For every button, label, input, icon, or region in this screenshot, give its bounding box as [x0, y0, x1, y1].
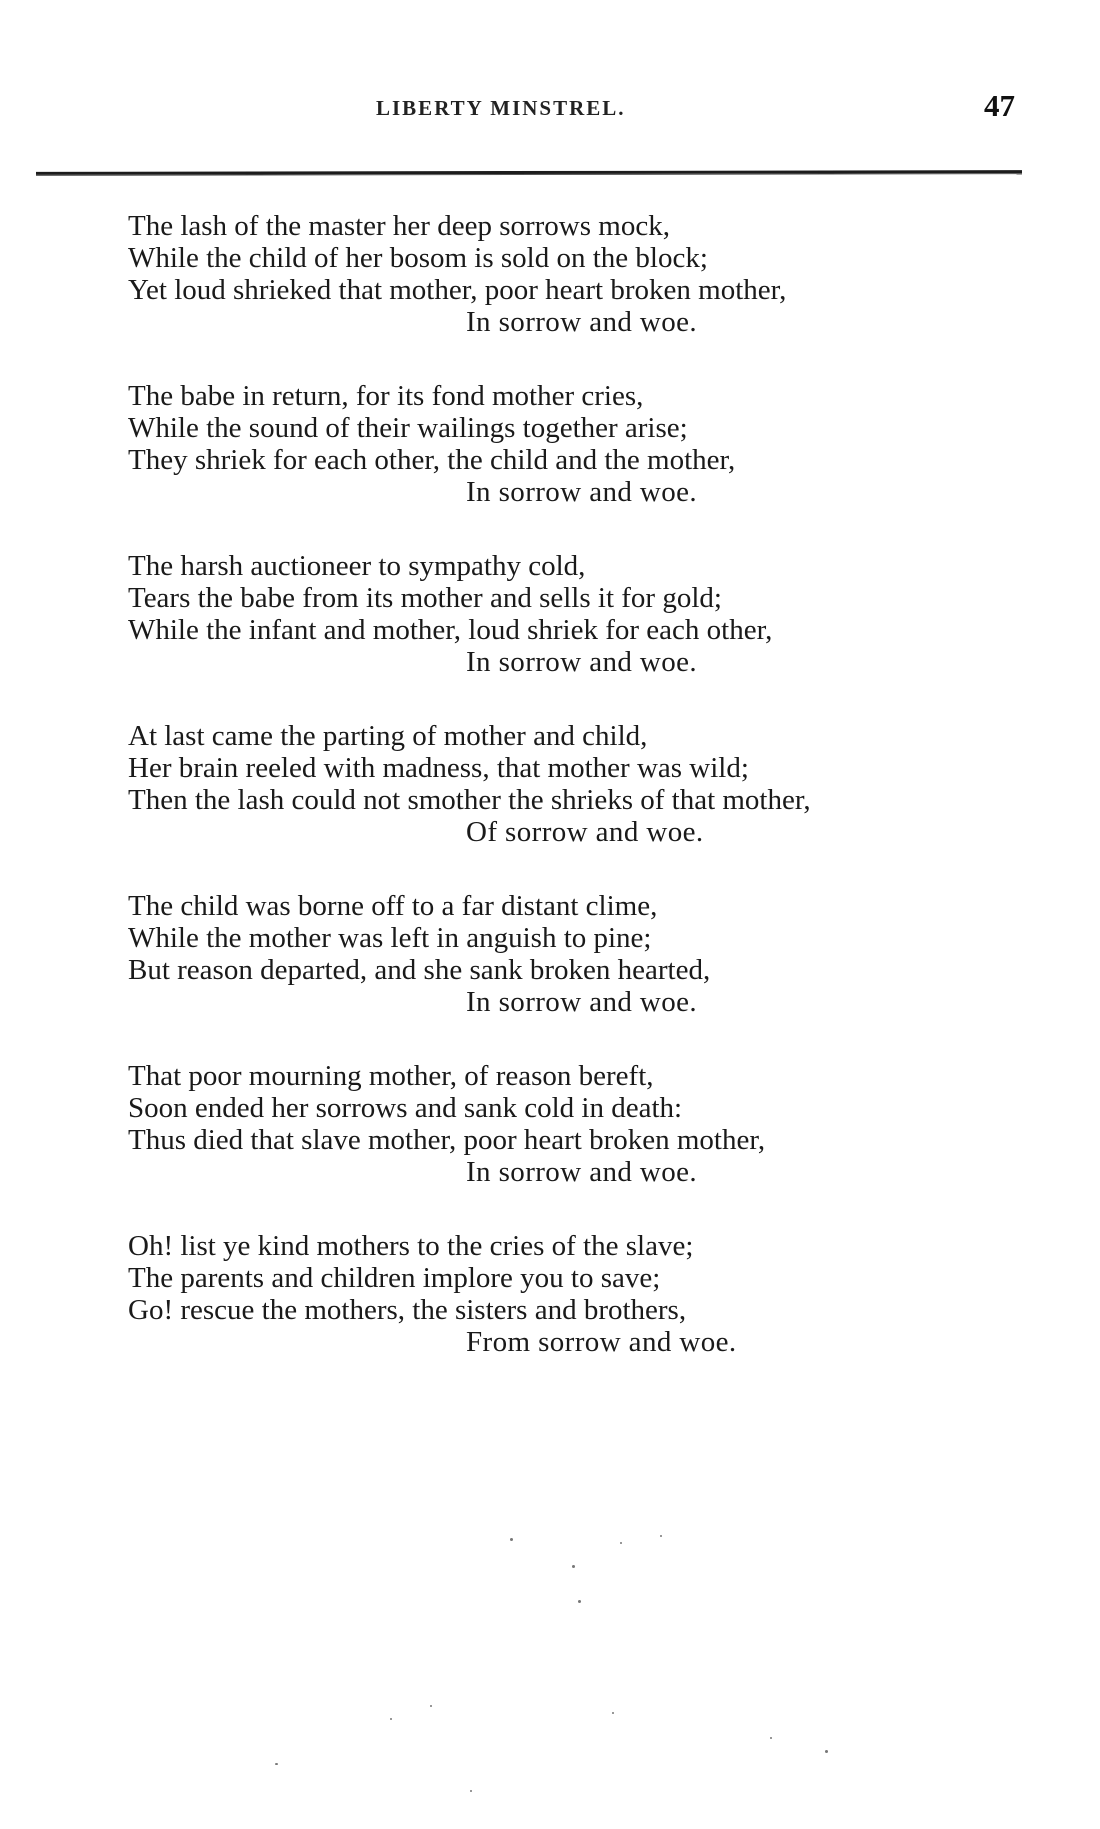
poem-line: The parents and children implore you to save; [128, 1262, 661, 1294]
poem-line: Tears the babe from its mother and sells it for gold; [128, 582, 722, 614]
stanza [128, 380, 1028, 550]
refrain-line: In sorrow and woe. [466, 646, 698, 678]
poem-line: The babe in return, for its fond mother cries, [128, 380, 644, 412]
speck [275, 1763, 278, 1765]
speck [770, 1737, 772, 1739]
poem-line: But reason departed, and she sank broken hearted, [128, 954, 711, 986]
header-rule [36, 170, 1022, 176]
poem-line: Go! rescue the mothers, the sisters and brothers, [128, 1294, 687, 1326]
stanza [128, 1060, 1028, 1230]
poem-line: The child was borne off to a far distant clime, [128, 890, 658, 922]
poem-line: Thus died that slave mother, poor heart broken mother, [128, 1124, 766, 1156]
speck [430, 1705, 432, 1707]
stanza [128, 1230, 1028, 1400]
stanza [128, 550, 1028, 720]
speck [572, 1565, 575, 1568]
poem-line: Oh! list ye kind mothers to the cries of the slave; [128, 1230, 694, 1262]
stanza [128, 890, 1028, 1060]
running-head [0, 88, 1100, 126]
poem-line: While the child of her bosom is sold on the block; [128, 242, 708, 274]
running-title: LIBERTY MINSTREL. [376, 96, 626, 120]
refrain-line: Of sorrow and woe. [466, 816, 704, 848]
poem-line: The harsh auctioneer to sympathy cold, [128, 550, 586, 582]
refrain-line: From sorrow and woe. [466, 1326, 737, 1358]
poem-line: They shriek for each other, the child and the mother, [128, 444, 736, 476]
speck [660, 1535, 662, 1537]
poem-line: While the sound of their wailings together arise; [128, 412, 688, 444]
refrain-line: In sorrow and woe. [466, 306, 698, 338]
speck [612, 1712, 614, 1714]
speck [470, 1790, 472, 1792]
poem-line: That poor mourning mother, of reason bereft, [128, 1060, 654, 1092]
poem-line: Soon ended her sorrows and sank cold in death: [128, 1092, 683, 1124]
refrain-line: In sorrow and woe. [466, 1156, 698, 1188]
refrain-line: In sorrow and woe. [466, 986, 698, 1018]
poem-line: At last came the parting of mother and child, [128, 720, 648, 752]
page-number: 47 [984, 88, 1015, 123]
speck [510, 1538, 513, 1541]
speck [620, 1542, 622, 1544]
speck [578, 1600, 581, 1603]
poem-body [128, 210, 1028, 1400]
refrain-line: In sorrow and woe. [466, 476, 698, 508]
speck [825, 1750, 828, 1753]
stanza [128, 210, 1028, 380]
poem-line: Her brain reeled with madness, that mother was wild; [128, 752, 749, 784]
stanza [128, 720, 1028, 890]
poem-line: Then the lash could not smother the shrieks of that mother, [128, 784, 811, 816]
poem-line: Yet loud shrieked that mother, poor heart broken mother, [128, 274, 787, 306]
speck [390, 1718, 392, 1720]
poem-line: While the infant and mother, loud shriek for each other, [128, 614, 773, 646]
poem-line: While the mother was left in anguish to pine; [128, 922, 652, 954]
poem-line: The lash of the master her deep sorrows mock, [128, 210, 670, 242]
